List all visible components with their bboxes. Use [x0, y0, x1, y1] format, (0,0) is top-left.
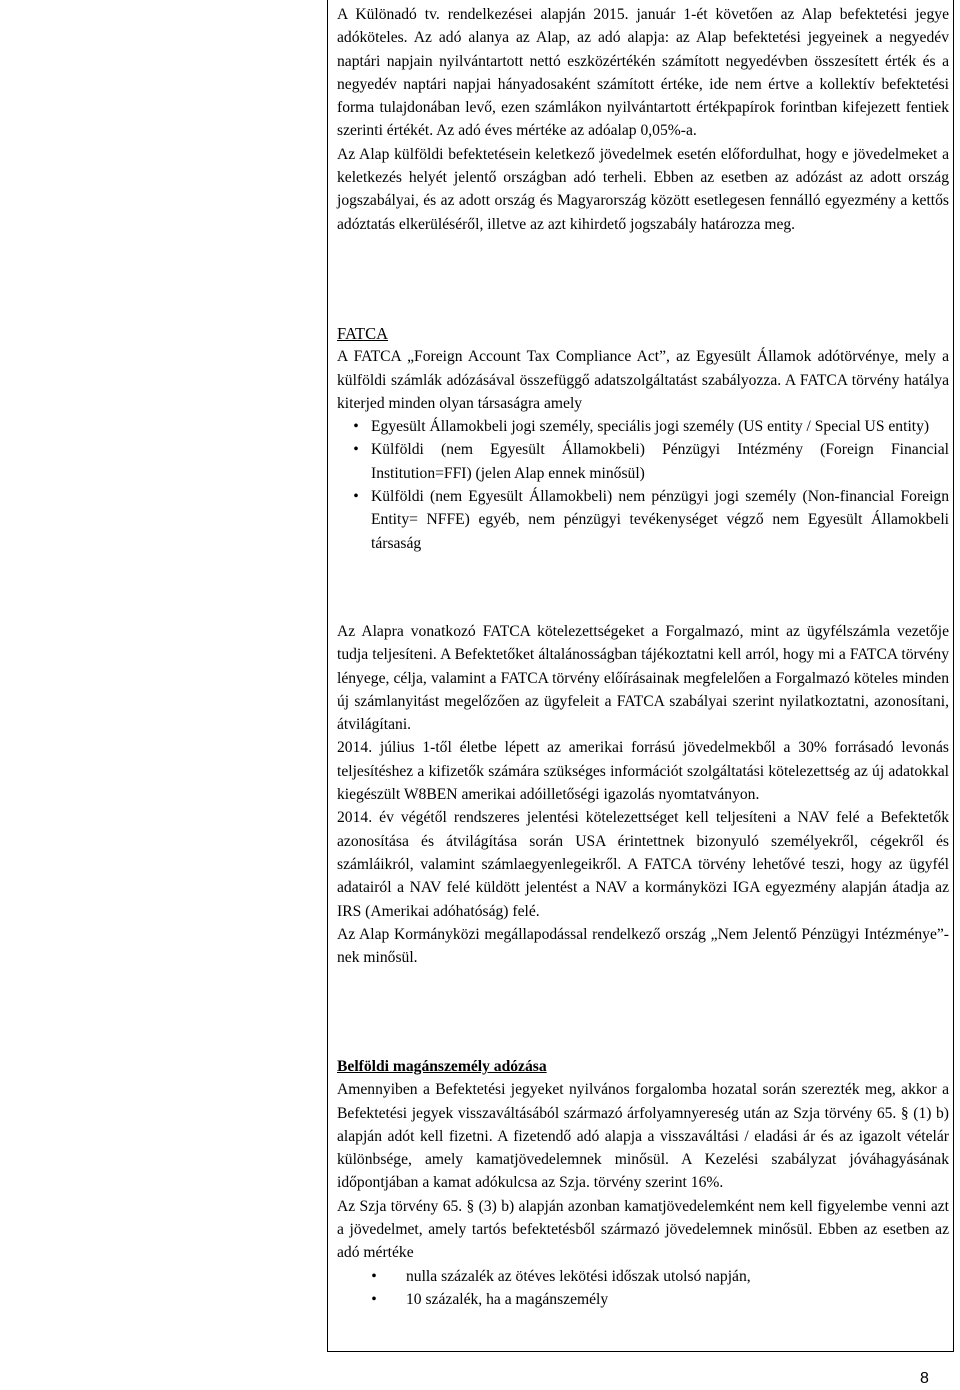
list-item: • Külföldi (nem Egyesült Államokbeli) Pénzügyi Intézmény (Foreign Financial Institution=FFI) (jelen Alap ennek minősül): [337, 438, 949, 485]
fatca-entity-list: [337, 415, 949, 555]
bullet-icon: •: [371, 1267, 377, 1285]
bullet-icon: •: [353, 441, 359, 459]
fatca-section: [337, 322, 949, 555]
page-number: 8: [920, 1370, 929, 1387]
list-item: • 10 százalék, ha a magánszemély: [337, 1288, 949, 1311]
foreign-income-paragraph: Az Alap külföldi befektetésein keletkező jövedelmek esetén előfordulhat, hogy e jövedelmeket a keletkezés helyét jelentő országban adó terheli. Ebben az esetben az adózást az adott ország jogszabályai, és az adott ország és Magyarország között esetlegesen fennálló egyezmény a kettős adóztatás elkerüléséről, illetve az azt kihirdető jogszabály határozza meg.: [337, 145, 949, 233]
fatca-status-paragraph: Az Alap Kormányközi megállapodással rendelkező ország „Nem Jelentő Pénzügyi Intézménye”-nek minősül.: [337, 925, 949, 967]
domestic-tax-heading: Belföldi magánszemély adózása: [337, 1058, 547, 1075]
bullet-icon: •: [353, 488, 359, 506]
list-item: • nulla százalék az ötéves lekötési időszak utolsó napján,: [337, 1265, 949, 1288]
capital-gains-paragraph: Amennyiben a Befektetési jegyeket nyilvános forgalomba hozatal során szerezték meg, akkor a Befektetési jegyek visszaváltásából származó árfolyamnyereség után az Szja törvény 65. § (1) b) alapján adót kell fizetni. A fizetendő adó alapja a visszaváltási / eladási ár és az igazolt vételár különbsége, amely kamatjövedelemnek minősül. A Kezelési szabályzat jóváhagyásának időpontjában a kamat adókulcsa az Szja. törvény szerint 16%.: [337, 1081, 949, 1192]
bullet-icon: •: [371, 1290, 377, 1308]
fatca-distributor-paragraph: Az Alapra vonatkozó FATCA kötelezettségeket a Forgalmazó, mint az ügyfélszámla vezetője tudja teljesíteni. A Befektetőket általánosságban tájékoztatni kell arról, hogy mi a FATCA törvény lényege, célja, valamint a FATCA törvény előírásainak megfelelően a Forgalmazó köteles minden új számlanyitást megelőzően az ügyfeleit a FATCA szabályai szerint nyilatkoztatni, azonosítani, átvilágítani.: [337, 623, 949, 734]
list-item: • Egyesült Államokbeli jogi személy, speciális jogi személy (US entity / Special US entity): [337, 415, 949, 438]
fatca-reporting-paragraph: 2014. év végétől rendszeres jelentési kötelezettséget kell teljesíteni a NAV felé a Befektetők azonosítása és átvilágítása során USA érintettnek bizonyuló személyekről, cégekről és számláikról, valamint számlaegyenlegeikről. A FATCA törvény lehetővé teszi, hogy az ügyfél adatairól a NAV felé küldött jelentést a NAV a kormányközi IGA egyezmény alapján átadja az IRS (Amerikai adóhatóság) felé.: [337, 809, 949, 920]
special-tax-paragraph: A Különadó tv. rendelkezései alapján 2015. január 1-ét követően az Alap befektetési jegye adóköteles. Az adó alanya az Alap, az adó alapja: az Alap befektetési jegyeinek a negyedév naptári napjain nyilvántartott nettó eszközértékén számított negyedévben összesített érték és a negyedév naptári napjai hányadosaként számított értéke, ide nem értve a kollektív befektetési forma tulajdonában levő, ezen számlákon nyilvántartott értékpapírok forintban kifejezett fentiek szerinti értékét. Az adó éves mértéke az adóalap 0,05%-a.: [337, 6, 949, 140]
list-item: • Külföldi (nem Egyesült Államokbeli) nem pénzügyi jogi személy (Non-financial Foreign Entity= NFFE) egyéb, nem pénzügyi tevékenységet végző nem Egyesült Államokbeli társaság: [337, 485, 949, 555]
long-term-investment-paragraph: Az Szja törvény 65. § (3) b) alapján azonban kamatjövedelemként nem kell figyelembe venni azt a jövedelmet, amely tartós befektetésből származó jövedelemnek minősül. Ebben az esetben az adó mértéke: [337, 1197, 949, 1262]
bullet-icon: •: [353, 418, 359, 436]
fatca-intro-paragraph: A FATCA „Foreign Account Tax Compliance Act”, az Egyesült Államok adótörvénye, mely a külföldi számlák adózásával összefüggő adatszolgáltatást szabályozza. A FATCA törvény hatálya kiterjed minden olyan társaságra amely: [337, 348, 949, 412]
fatca-obligations-section: [337, 620, 949, 969]
fatca-heading: FATCA: [337, 324, 389, 343]
fatca-withholding-paragraph: 2014. július 1-től életbe lépett az amerikai forrású jövedelmekből a 30% forrásadó levonás teljesítéshez a kifizetők számára szükséges információt szolgáltatási kötelezettség az új adatokkal kiegészült W8BEN amerikai adóilletőségi igazolás nyomtatványon.: [337, 739, 949, 804]
tax-intro-section: [337, 3, 949, 236]
tax-rate-list: [337, 1265, 949, 1312]
domestic-tax-section: [337, 1055, 949, 1311]
